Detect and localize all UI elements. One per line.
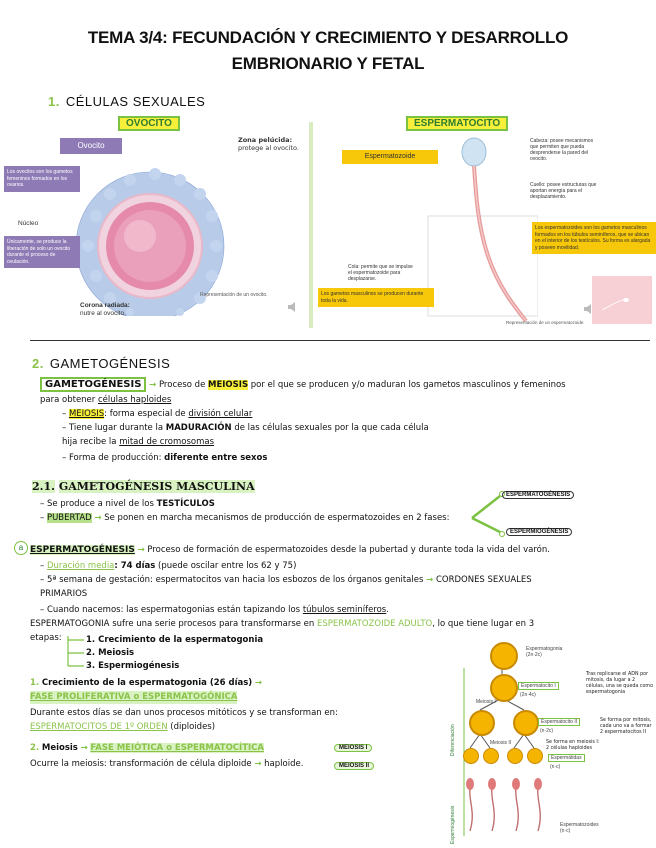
c2-num: 2. xyxy=(30,743,40,753)
bullet2-a: Tiene lugar durante la xyxy=(68,423,164,433)
ovocito-badge: OVOCITO xyxy=(118,116,180,131)
gametogenesis-bullet3: – Forma de producción: diferente entre sexos xyxy=(62,453,268,463)
meiosis-2-tag: MEIOSIS II xyxy=(334,762,374,770)
cell-espermatogonia xyxy=(490,642,518,670)
dur-c: (puede oscilar entre los 62 y 75) xyxy=(158,561,297,571)
gametogenesis-bullet2-cont xyxy=(62,436,214,449)
espermatogonia-label: Espermatogonia xyxy=(526,646,563,652)
c2-text-b: haploide. xyxy=(264,759,304,769)
c2-phase: FASE MEIÓTICA o ESPERMATOCÍTICA xyxy=(90,743,264,753)
cell-espermatocito-1 xyxy=(490,674,518,702)
bullet2-d: hija recibe la xyxy=(62,437,117,447)
bullet3-b: diferente entre sexos xyxy=(164,453,268,463)
section1-heading xyxy=(48,94,205,109)
def-haploides: células haploides xyxy=(97,395,172,405)
cuello-note xyxy=(530,182,598,200)
espermatozoide-info-box: Los espermatozoides son los gametos masculinos formados en los túbulos seminíferos, que se ubican en el interior de los testículos. Su forma es alargada y poseen movilidad. xyxy=(532,222,656,254)
c1-num: 1. xyxy=(30,678,40,688)
section2-number: 2. xyxy=(32,356,44,371)
label-meiosis-1: Meiosis I xyxy=(476,699,496,705)
label-meiosis-2: Meiosis II xyxy=(490,740,512,746)
cell-espermatida-2 xyxy=(483,748,499,764)
espermatogenesis-def xyxy=(30,544,640,557)
corona-label: Corona radiada: xyxy=(80,302,130,309)
cola-text: Cola: permite que se impulse el espermatozoide para desplazarse. xyxy=(348,264,413,282)
espermatozoide-tag: Espermatozoide xyxy=(342,150,438,164)
sperm-microscope-icon xyxy=(592,276,652,324)
note-espermatocito-2: Se forma por mitosis, cada uno va a formar 2 espermatocitos II xyxy=(600,718,652,735)
def-line2 xyxy=(40,394,171,407)
section1-number: 1. xyxy=(48,94,60,109)
bullet2-e: mitad de cromosomas xyxy=(119,437,215,447)
cola-note xyxy=(348,264,416,282)
label-espermatocito-1-n: (2n·4c) xyxy=(520,692,536,698)
meiosis-text xyxy=(30,758,303,771)
s21-pubertad: PUBERTAD xyxy=(46,513,92,523)
sem-b: CORDONES SEXUALES xyxy=(435,575,532,585)
s21-line1-b: TESTÍCULOS xyxy=(156,499,215,509)
label-diferenciacion: Diferenciación xyxy=(450,724,456,756)
espermatozoide-illustration xyxy=(418,136,538,326)
zona-label: Zona pelúcida: xyxy=(238,136,293,144)
bullet1-term: MEIOSIS xyxy=(68,409,105,419)
microscope-image xyxy=(592,276,652,324)
nac-a: Cuando nacemos: las espermatogonias están tapizando los xyxy=(46,605,301,615)
corona-desc: nutre al ovocito. xyxy=(80,310,126,317)
cuello-text: Cuello: posee estructuras que aportan energía para el desplazamiento. xyxy=(530,182,597,200)
arrow-icon: → xyxy=(149,380,157,390)
espermatocitos-1-line xyxy=(30,721,215,734)
label-espermatozoides xyxy=(560,822,599,834)
crecimiento-text: Durante estos días se dan unos procesos mitóticos y se transforman en: xyxy=(30,708,338,718)
audio-speaker-icon[interactable] xyxy=(286,300,300,314)
crecimiento-heading xyxy=(30,677,262,690)
audio-speaker-icon-2[interactable] xyxy=(582,302,596,316)
arrow-icon: → xyxy=(94,513,102,523)
meiosis-heading xyxy=(30,742,264,755)
sem-a: 5ª semana de gestación: espermatocitos van hacia los esbozos de los órganos genitales xyxy=(46,575,424,585)
section21-title: GAMETOGÉNESIS MASCULINA xyxy=(58,480,255,493)
arrow-icon: → xyxy=(426,575,434,585)
page-title-line1: TEMA 3/4: FECUNDACIÓN Y CRECIMIENTO Y DESARROLLO xyxy=(87,28,569,47)
ovocito-info-box1: Los ovocitos son los gametos femeninos formados en los ovarios. xyxy=(4,166,80,192)
page-title-line2: EMBRIONARIO Y FETAL xyxy=(231,54,425,73)
stage-2: 2. Meiosis xyxy=(86,648,135,658)
def-text-a: Proceso de xyxy=(158,380,206,390)
s21-line2-b: Se ponen en marcha mecanismos de producción de espermatozoides en 2 fases: xyxy=(104,513,450,523)
zona-pelucida-label xyxy=(238,136,304,152)
s21-line1-a: Se produce a nivel de los xyxy=(46,499,154,509)
espermatogonia-n: (2n·2c) xyxy=(526,652,542,658)
semana-line-cont: PRIMARIOS xyxy=(40,589,88,599)
label-espermatocito-2: Espermatocito II xyxy=(538,718,580,726)
marker-a: a xyxy=(14,541,28,555)
c1-term: ESPERMATOCITOS DE 1º ORDEN xyxy=(30,722,168,732)
cell-espermatida-1 xyxy=(463,748,479,764)
espermatozoides-icon xyxy=(458,776,558,836)
bullet1-underline: división celular xyxy=(188,409,253,419)
zona-desc: protege al ovocito. xyxy=(238,144,299,152)
nac-b: túbulos seminíferos xyxy=(302,605,387,615)
ovocito-header: Ovocito xyxy=(60,138,122,154)
ovocito-illustration xyxy=(60,136,240,316)
note-espermatocito-1: Tras replicarse el ADN por mitosis, da lugar a 2 células, una se queda como espermatogonia xyxy=(586,672,654,695)
ovocito-caption: Representación de un ovocito. xyxy=(200,292,268,298)
cell-espermatocito-2b xyxy=(513,710,539,736)
bullet2-b: MADURACIÓN xyxy=(165,423,232,433)
arrow-icon: → xyxy=(137,545,145,555)
bullet1-text: : forma especial de xyxy=(104,409,186,419)
semana-line: – 5ª semana de gestación: espermatocitos van hacia los esbozos de los órganos genitales → CORDONES SEXUALES xyxy=(40,575,532,585)
fase-proliferativa: FASE PROLIFERATIVA o ESPERMATOGÓNICA xyxy=(30,692,238,702)
section-separator xyxy=(30,340,650,341)
label-espermatogonia xyxy=(526,646,562,658)
stage-3: 3. Espermiogénesis xyxy=(86,661,180,671)
stage-1: 1. Crecimiento de la espermatogonia xyxy=(86,635,264,645)
section21-number: 2.1. xyxy=(32,480,55,493)
etapas-label: etapas: xyxy=(30,633,62,643)
label-espermatidas-n: (n·c) xyxy=(550,764,561,770)
cell-espermatida-3 xyxy=(507,748,523,764)
gametogenesis-bullet2: – Tiene lugar durante la MADURACIÓN de las células sexuales por la que cada célula xyxy=(62,423,429,433)
espermatozoide-caption: Representación de un espermatozoide. xyxy=(506,320,585,325)
phase-espermiogenesis: ESPERMIOGÉNESIS xyxy=(506,528,572,536)
espg-b: ESPERMATOZOIDE ADULTO xyxy=(317,619,433,629)
espermatozoides-label: Espermatozoides xyxy=(560,822,599,828)
espg-c: , lo que tiene lugar en 3 xyxy=(432,619,535,629)
ovocito-info-box2: Únicamente, se produce la liberación de solo un ovocito durante el proceso de ovulación. xyxy=(4,236,80,268)
cabeza-text: Cabeza: posee mecanismos que permiten que pueda desprenderse la pared del ovocito. xyxy=(530,138,594,162)
label-espermiogenesis: Espermiogénesis xyxy=(450,805,456,844)
nucleo-label: Núcleo xyxy=(18,220,39,227)
cell-espermatida-4 xyxy=(527,748,543,764)
gametogenesis-bullet1: – MEIOSIS: forma especial de división celular xyxy=(62,409,253,419)
def-text-c: para obtener xyxy=(40,395,96,405)
label-espermatocito-2-n: (n·2c) xyxy=(540,728,554,734)
spermatogenesis-diagram xyxy=(450,636,656,848)
c1-dip: (diploides) xyxy=(170,722,216,732)
esp-term: ESPERMATOGÉNESIS xyxy=(30,545,135,555)
arrow-icon: → xyxy=(254,759,262,769)
ovocito-card xyxy=(0,116,305,328)
section1-title: CÉLULAS SEXUALES xyxy=(65,94,206,109)
espermatocito-card xyxy=(318,116,656,328)
duracion-line: – Duración media: 74 días (puede oscilar entre los 62 y 75) xyxy=(40,561,297,571)
section2-heading xyxy=(32,356,170,371)
gametogenesis-definition xyxy=(40,378,640,392)
arrow-icon: → xyxy=(80,743,88,753)
stages-bracket xyxy=(64,636,86,670)
espermatocito-badge: ESPERMATOCITO xyxy=(406,116,508,131)
corona-radiada-label xyxy=(80,302,130,318)
section21-heading xyxy=(32,480,255,493)
section2-title: GAMETOGÉNESIS xyxy=(49,356,171,371)
c2-text-a: Ocurre la meiosis: transformación de célula diploide xyxy=(30,759,252,769)
phase-espermatogenesis: ESPERMATOGÉNESIS xyxy=(502,491,574,499)
section21-line1: – Se produce a nivel de los TESTÍCULOS xyxy=(40,499,215,509)
espermatozoides-n: (n·c) xyxy=(560,828,571,834)
arrow-icon: → xyxy=(254,678,262,688)
note-meiosis: Se forma en meiosis I: 2 células haploides xyxy=(546,740,600,751)
espermatozoide-info-box2: Los gametos masculinos se producen durante toda la vida. xyxy=(318,288,434,307)
label-espermatidas: Espermátidas xyxy=(548,754,585,762)
esp-def: Proceso de formación de espermatozoides desde la pubertad y durante toda la vida del varón. xyxy=(147,545,550,555)
card-divider xyxy=(309,122,313,328)
def-meiosis: MEIOSIS xyxy=(208,380,249,390)
cell-espermatocito-2a xyxy=(469,710,495,736)
espg-a: ESPERMATOGONIA sufre una serie procesos para transformarse en xyxy=(30,619,315,629)
dur-b: : 74 días xyxy=(114,561,156,571)
dur-a: Duración media xyxy=(46,561,115,571)
c1-a: Crecimiento de la espermatogonia (26 días) xyxy=(41,678,253,688)
bullet3-a: Forma de producción: xyxy=(68,453,162,463)
nacemos-line: – Cuando nacemos: las espermatogonias están tapizando los túbulos seminíferos. xyxy=(40,605,389,615)
c2-a: Meiosis xyxy=(41,743,78,753)
def-text-b: por el que se producen y/o maduran los gametos masculinos y femeninos xyxy=(250,380,566,390)
espermatogonia-line xyxy=(30,618,640,631)
section21-line2: – PUBERTAD → Se ponen en marcha mecanismos de producción de espermatozoides en 2 fases: xyxy=(40,513,450,523)
cabeza-note xyxy=(530,138,598,162)
gametogenesis-term: GAMETOGÉNESIS xyxy=(40,377,146,392)
bullet2-c: de las células sexuales por la que cada célula xyxy=(234,423,429,433)
label-espermatocito-1: Espermatocito I xyxy=(518,682,559,690)
meiosis-1-tag: MEIOSIS I xyxy=(334,744,372,752)
